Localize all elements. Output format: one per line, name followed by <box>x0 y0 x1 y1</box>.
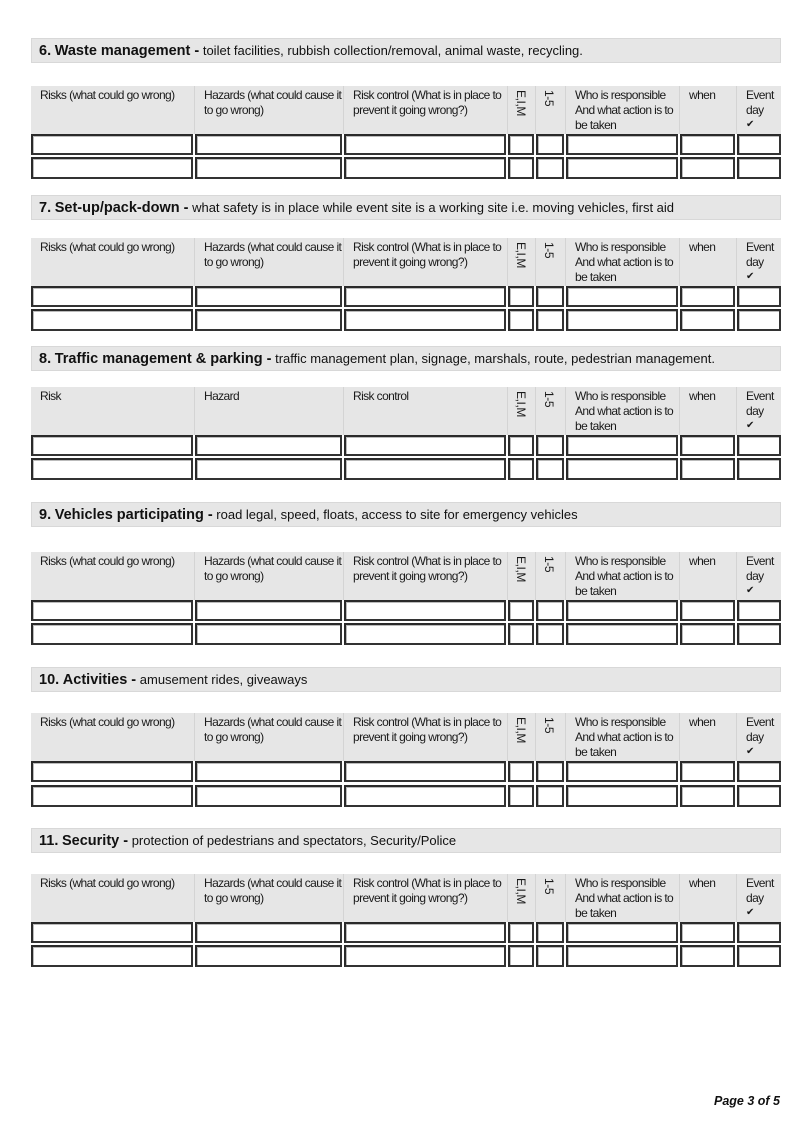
column-header-label: 1-5 <box>542 90 556 107</box>
column-header-label: Who is responsible And what action is to be taken <box>575 554 674 598</box>
input-event-day[interactable] <box>737 761 781 782</box>
column-header-rating <box>536 713 566 761</box>
section-description: road legal, speed, floats, access to site for emergency vehicles <box>216 507 578 522</box>
input-hazards[interactable] <box>195 157 342 179</box>
section-title-bar <box>31 38 781 63</box>
column-header-eim <box>508 874 536 922</box>
column-header-when <box>680 86 737 134</box>
column-header-risks <box>31 713 195 761</box>
input-when[interactable] <box>680 945 735 967</box>
section-number: 10. <box>39 672 60 688</box>
input-rating[interactable] <box>536 309 564 331</box>
input-hazards[interactable] <box>195 600 342 621</box>
column-header-risk-control <box>344 238 508 286</box>
checkmark-icon: ✔ <box>746 746 754 757</box>
input-who-responsible[interactable] <box>566 134 678 155</box>
input-eim[interactable] <box>508 286 534 307</box>
column-header-label: Hazards (what could cause it to go wrong) <box>204 876 342 905</box>
column-header-eim <box>508 86 536 134</box>
input-hazards[interactable] <box>195 309 342 331</box>
input-eim[interactable] <box>508 785 534 807</box>
rotated-label <box>512 240 532 284</box>
column-header-label: Event day <box>746 88 774 117</box>
input-event-day[interactable] <box>737 309 781 331</box>
section-number: 8. <box>39 351 52 367</box>
input-risks[interactable] <box>31 623 193 645</box>
column-header-label: Risk control (What is in place to prevent it going wrong?) <box>353 240 502 269</box>
column-header-event-day <box>737 874 781 922</box>
column-header-when <box>680 874 737 922</box>
input-hazards[interactable] <box>195 623 342 645</box>
input-when[interactable] <box>680 309 735 331</box>
input-who-responsible[interactable] <box>566 286 678 307</box>
column-header-label: Who is responsible And what action is to be taken <box>575 876 674 920</box>
input-who-responsible[interactable] <box>566 761 678 782</box>
section-number: 7. <box>39 200 52 216</box>
input-risks[interactable] <box>31 458 193 480</box>
input-risk-control[interactable] <box>344 600 506 621</box>
input-when[interactable] <box>680 134 735 155</box>
column-header-label: E,I,M <box>514 717 528 744</box>
section-number: 6. <box>39 43 52 59</box>
column-header-event-day <box>737 713 781 761</box>
column-header-eim <box>508 713 536 761</box>
input-risk-control[interactable] <box>344 435 506 456</box>
input-rating[interactable] <box>536 761 564 782</box>
column-header-label: Who is responsible And what action is to be taken <box>575 240 674 284</box>
column-header-risks <box>31 874 195 922</box>
input-risk-control[interactable] <box>344 761 506 782</box>
column-header-label: Risks (what could go wrong) <box>40 240 175 254</box>
input-when[interactable] <box>680 922 735 943</box>
input-event-day[interactable] <box>737 435 781 456</box>
column-header-risk-control <box>344 713 508 761</box>
input-hazards[interactable] <box>195 761 342 782</box>
column-header-label: when <box>689 389 716 403</box>
input-who-responsible[interactable] <box>566 623 678 645</box>
column-header-label: when <box>689 715 716 729</box>
input-rating[interactable] <box>536 945 564 967</box>
column-header-risks <box>31 387 195 435</box>
input-hazards[interactable] <box>195 286 342 307</box>
rotated-label <box>540 876 560 920</box>
input-event-day[interactable] <box>737 623 781 645</box>
input-risks[interactable] <box>31 945 193 967</box>
column-header-label: Event day <box>746 554 774 583</box>
input-risk-control[interactable] <box>344 309 506 331</box>
column-header-label: Risk control <box>353 389 409 403</box>
rotated-label <box>540 715 560 759</box>
column-header-label: when <box>689 876 716 890</box>
input-eim[interactable] <box>508 458 534 480</box>
input-hazards[interactable] <box>195 785 342 807</box>
rotated-label <box>512 715 532 759</box>
column-header-event-day <box>737 86 781 134</box>
input-risk-control[interactable] <box>344 785 506 807</box>
column-header-label: Risks (what could go wrong) <box>40 554 175 568</box>
input-risks[interactable] <box>31 600 193 621</box>
column-header-risks <box>31 86 195 134</box>
column-header-label: 1-5 <box>542 878 556 895</box>
column-header-when <box>680 552 737 600</box>
column-header-risk-control <box>344 86 508 134</box>
column-header-label: Event day <box>746 876 774 905</box>
input-event-day[interactable] <box>737 945 781 967</box>
column-header-rating <box>536 387 566 435</box>
rotated-label <box>512 389 532 433</box>
column-header-label: E,I,M <box>514 391 528 418</box>
section-description: protection of pedestrians and spectators, Security/Police <box>131 833 457 848</box>
rotated-label <box>540 389 560 433</box>
column-header-who-responsible <box>566 874 680 922</box>
rotated-label <box>512 554 532 598</box>
input-event-day[interactable] <box>737 458 781 480</box>
section-title: Activities - <box>62 672 137 688</box>
input-eim[interactable] <box>508 945 534 967</box>
column-header-hazards <box>195 552 344 600</box>
input-event-day[interactable] <box>737 785 781 807</box>
column-header-label: Risk control (What is in place to prevent it going wrong?) <box>353 715 502 744</box>
input-event-day[interactable] <box>737 157 781 179</box>
column-header-label: when <box>689 240 716 254</box>
column-header-rating <box>536 86 566 134</box>
section-description: traffic management plan, signage, marshals, route, pedestrian management. <box>275 351 715 366</box>
input-who-responsible[interactable] <box>566 945 678 967</box>
checkmark-icon: ✔ <box>746 585 754 596</box>
column-header-hazards <box>195 387 344 435</box>
section-title-bar <box>31 828 781 853</box>
input-when[interactable] <box>680 785 735 807</box>
column-header-hazards <box>195 238 344 286</box>
column-header-label: 1-5 <box>542 242 556 259</box>
column-header-who-responsible <box>566 86 680 134</box>
column-header-label: Who is responsible And what action is to be taken <box>575 88 674 132</box>
input-risk-control[interactable] <box>344 134 506 155</box>
column-header-eim <box>508 552 536 600</box>
input-who-responsible[interactable] <box>566 785 678 807</box>
column-header-event-day <box>737 387 781 435</box>
column-header-risks <box>31 238 195 286</box>
column-header-label: E,I,M <box>514 556 528 583</box>
input-event-day[interactable] <box>737 134 781 155</box>
input-when[interactable] <box>680 600 735 621</box>
input-risks[interactable] <box>31 761 193 782</box>
input-eim[interactable] <box>508 435 534 456</box>
column-header-label: Hazard <box>204 389 240 403</box>
column-header-label: 1-5 <box>542 391 556 408</box>
input-when[interactable] <box>680 157 735 179</box>
input-who-responsible[interactable] <box>566 922 678 943</box>
section-title: Set-up/pack-down - <box>54 200 189 216</box>
checkmark-icon: ✔ <box>746 119 754 130</box>
input-when[interactable] <box>680 761 735 782</box>
input-risks[interactable] <box>31 134 193 155</box>
column-header-label: Event day <box>746 389 774 418</box>
rotated-label <box>540 240 560 284</box>
section-title: Vehicles participating - <box>54 507 213 523</box>
input-rating[interactable] <box>536 922 564 943</box>
input-rating[interactable] <box>536 286 564 307</box>
column-header-risk-control <box>344 874 508 922</box>
input-hazards[interactable] <box>195 922 342 943</box>
input-rating[interactable] <box>536 157 564 179</box>
input-rating[interactable] <box>536 600 564 621</box>
checkmark-icon: ✔ <box>746 271 754 282</box>
column-header-label: E,I,M <box>514 90 528 117</box>
column-header-label: Event day <box>746 240 774 269</box>
input-eim[interactable] <box>508 922 534 943</box>
input-who-responsible[interactable] <box>566 600 678 621</box>
column-header-when <box>680 387 737 435</box>
input-event-day[interactable] <box>737 600 781 621</box>
column-header-label: Risk control (What is in place to prevent it going wrong?) <box>353 88 502 117</box>
column-header-label: E,I,M <box>514 242 528 269</box>
input-rating[interactable] <box>536 134 564 155</box>
column-header-hazards <box>195 713 344 761</box>
section-title: Traffic management & parking - <box>54 351 272 367</box>
input-rating[interactable] <box>536 458 564 480</box>
input-hazards[interactable] <box>195 458 342 480</box>
input-risk-control[interactable] <box>344 623 506 645</box>
column-header-who-responsible <box>566 713 680 761</box>
column-header-label: 1-5 <box>542 717 556 734</box>
column-header-label: Risk control (What is in place to prevent it going wrong?) <box>353 554 502 583</box>
section-title: Security - <box>61 833 129 849</box>
input-risks[interactable] <box>31 309 193 331</box>
column-header-risks <box>31 552 195 600</box>
input-risks[interactable] <box>31 286 193 307</box>
column-header-hazards <box>195 874 344 922</box>
column-header-label: Risks (what could go wrong) <box>40 88 175 102</box>
column-header-label: Who is responsible And what action is to be taken <box>575 389 674 433</box>
input-when[interactable] <box>680 286 735 307</box>
input-hazards[interactable] <box>195 945 342 967</box>
input-when[interactable] <box>680 435 735 456</box>
input-event-day[interactable] <box>737 922 781 943</box>
section-title-bar <box>31 502 781 527</box>
rotated-label <box>512 88 532 132</box>
section-description: what safety is in place while event site is a working site i.e. moving vehicles, first aid <box>192 200 675 215</box>
checkmark-icon: ✔ <box>746 907 754 918</box>
input-hazards[interactable] <box>195 435 342 456</box>
section-number: 9. <box>39 507 52 523</box>
input-eim[interactable] <box>508 600 534 621</box>
column-header-label: Hazards (what could cause it to go wrong) <box>204 554 342 583</box>
column-header-label: when <box>689 88 716 102</box>
input-who-responsible[interactable] <box>566 309 678 331</box>
section-description: toilet facilities, rubbish collection/removal, animal waste, recycling. <box>202 43 583 58</box>
column-header-when <box>680 238 737 286</box>
column-header-label: Risks (what could go wrong) <box>40 876 175 890</box>
column-header-who-responsible <box>566 387 680 435</box>
section-title: Waste management - <box>54 43 200 59</box>
column-header-event-day <box>737 238 781 286</box>
rotated-label <box>540 554 560 598</box>
input-eim[interactable] <box>508 623 534 645</box>
column-header-label: Risks (what could go wrong) <box>40 715 175 729</box>
input-rating[interactable] <box>536 623 564 645</box>
input-risk-control[interactable] <box>344 157 506 179</box>
rotated-label <box>512 876 532 920</box>
input-eim[interactable] <box>508 309 534 331</box>
input-risks[interactable] <box>31 785 193 807</box>
column-header-rating <box>536 874 566 922</box>
column-header-label: when <box>689 554 716 568</box>
column-header-label: Hazards (what could cause it to go wrong) <box>204 88 342 117</box>
input-who-responsible[interactable] <box>566 157 678 179</box>
column-header-hazards <box>195 86 344 134</box>
input-eim[interactable] <box>508 761 534 782</box>
input-when[interactable] <box>680 623 735 645</box>
checkmark-icon: ✔ <box>746 420 754 431</box>
column-header-who-responsible <box>566 238 680 286</box>
column-header-label: Hazards (what could cause it to go wrong) <box>204 240 342 269</box>
column-header-label: Risk <box>40 389 61 403</box>
section-title-bar <box>31 667 781 692</box>
column-header-eim <box>508 387 536 435</box>
input-risks[interactable] <box>31 922 193 943</box>
input-risks[interactable] <box>31 157 193 179</box>
section-title-bar <box>31 346 781 371</box>
section-title-bar <box>31 195 781 220</box>
column-header-label: Who is responsible And what action is to be taken <box>575 715 674 759</box>
section-description: amusement rides, giveaways <box>139 672 308 687</box>
column-header-label: Event day <box>746 715 774 744</box>
input-risks[interactable] <box>31 435 193 456</box>
column-header-risk-control <box>344 387 508 435</box>
column-header-label: E,I,M <box>514 878 528 905</box>
section-number: 11. <box>39 833 59 849</box>
column-header-event-day <box>737 552 781 600</box>
input-risk-control[interactable] <box>344 922 506 943</box>
input-event-day[interactable] <box>737 286 781 307</box>
rotated-label <box>540 88 560 132</box>
column-header-rating <box>536 238 566 286</box>
input-who-responsible[interactable] <box>566 458 678 480</box>
input-hazards[interactable] <box>195 134 342 155</box>
input-rating[interactable] <box>536 785 564 807</box>
column-header-label: Hazards (what could cause it to go wrong) <box>204 715 342 744</box>
column-header-rating <box>536 552 566 600</box>
input-risk-control[interactable] <box>344 286 506 307</box>
input-when[interactable] <box>680 458 735 480</box>
input-who-responsible[interactable] <box>566 435 678 456</box>
column-header-risk-control <box>344 552 508 600</box>
input-eim[interactable] <box>508 134 534 155</box>
input-rating[interactable] <box>536 435 564 456</box>
input-eim[interactable] <box>508 157 534 179</box>
page-number: Page 3 of 5 <box>714 1094 780 1108</box>
column-header-label: Risk control (What is in place to prevent it going wrong?) <box>353 876 502 905</box>
column-header-when <box>680 713 737 761</box>
input-risk-control[interactable] <box>344 945 506 967</box>
column-header-label: 1-5 <box>542 556 556 573</box>
column-header-who-responsible <box>566 552 680 600</box>
column-header-eim <box>508 238 536 286</box>
input-risk-control[interactable] <box>344 458 506 480</box>
